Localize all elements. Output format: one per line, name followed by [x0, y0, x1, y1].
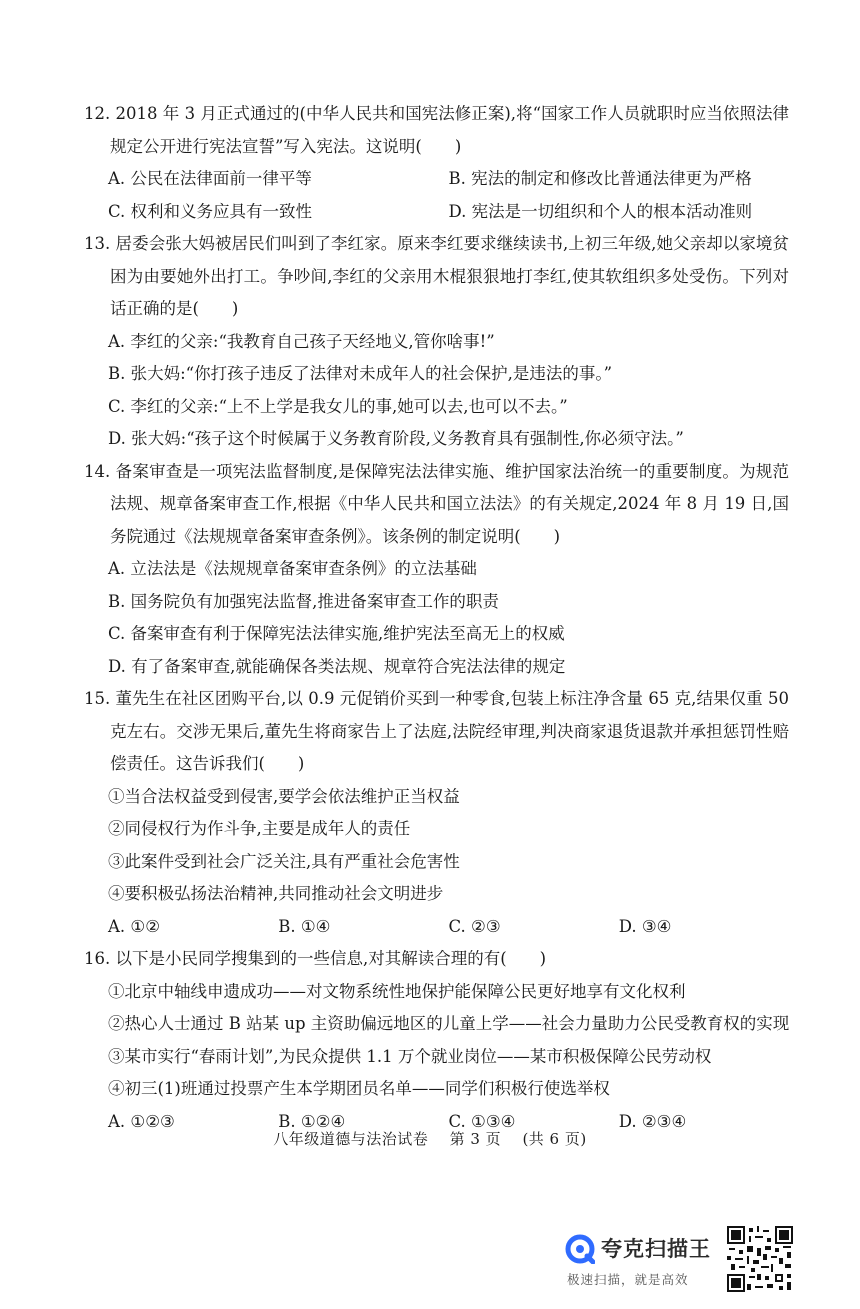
- option-d: D. 有了备案审查,就能确保各类法规、规章符合宪法法律的规定: [108, 656, 566, 676]
- statement-4: ④要积极弘扬法治精神,共同推动社会文明进步: [108, 884, 444, 903]
- question-stem: 15. 董先生在社区团购平台,以 0.9 元促销价买到一种零食,包装上标注净含量 65 克,结果仅重 50 克左右。交涉无果后,董先生将商家告上了法庭,法院经审理,判决商家退货退款并承担惩罚性赔偿责任。这告诉我们( ): [84, 689, 789, 773]
- option-d: D. 张大妈:“孩子这个时候属于义务教育阶段,义务教育具有强制性,你必须守法。”: [108, 429, 684, 448]
- option-d: D. 宪法是一切组织和个人的根本活动准则: [448, 201, 753, 221]
- statement-1: ①当合法权益受到侵害,要学会依法维护正当权益: [108, 786, 460, 806]
- qr-code-icon: [727, 1226, 793, 1292]
- brand-slogan: 极速扫描，就是高效: [567, 1272, 689, 1287]
- statement-1: ①北京中轴线申遗成功——对文物系统性地保护能保障公民更好地享有文化权利: [108, 981, 686, 1001]
- page-footer: [0, 1128, 860, 1149]
- question-16: [84, 943, 789, 1138]
- page-number: 第 3 页: [449, 1130, 502, 1148]
- scanner-watermark: [565, 1232, 725, 1292]
- option-a: A. 李红的父亲:“我教育自己孩子天经地义,管你啥事!”: [108, 331, 495, 351]
- statement-3: ③此案件受到社会广泛关注,具有严重社会危害性: [108, 851, 460, 871]
- statement-3: ③某市实行“春雨计划”,为民众提供 1.1 万个就业岗位——某市积极保障公民劳动权: [108, 1046, 712, 1066]
- exam-title: 八年级道德与法治试卷: [273, 1130, 429, 1148]
- question-stem: 16. 以下是小民同学搜集到的一些信息,对其解读合理的有( ): [84, 949, 547, 968]
- question-stem: 12. 2018 年 3 月正式通过的(中华人民共和国宪法修正案),将“国家工作人员就职时应当依照法律规定公开进行宪法宣誓”写入宪法。这说明( ): [84, 104, 789, 156]
- option-b: B. 宪法的制定和修改比普通法律更为严格: [448, 169, 752, 188]
- question-13: [84, 228, 789, 456]
- option-c: C. 备案审查有利于保障宪法法律实施,维护宪法至高无上的权威: [108, 624, 565, 643]
- option-b: B. 国务院负有加强宪法监督,推进备案审查工作的职责: [108, 591, 499, 611]
- choice-b: B. ①④: [278, 916, 331, 936]
- question-15: [84, 683, 789, 943]
- choice-c: C. ①③④: [448, 1111, 516, 1131]
- choice-d: D. ③④: [618, 916, 672, 936]
- question-stem: 14. 备案审查是一项宪法监督制度,是保障宪法法律实施、维护国家法治统一的重要制度。为规范法规、规章备案审查工作,根据《中华人民共和国立法法》的有关规定,2024 年 8 月 19 日,国务院通过《法规规章备案审查条例》。该条例的制定说明( ): [84, 461, 789, 546]
- question-stem: 13. 居委会张大妈被居民们叫到了李红家。原来李红要求继续读书,上初三年级,她父亲却以家境贫困为由要她外出打工。争吵间,李红的父亲用木棍狠狠地打李红,使其软组织多处受伤。下列对话正确的是( ): [84, 234, 789, 318]
- choice-c: C. ②③: [448, 916, 501, 936]
- option-a: A. 立法法是《法规规章备案审查条例》的立法基础: [108, 559, 477, 578]
- option-c: C. 李红的父亲:“上不上学是我女儿的事,她可以去,也可以不去。”: [108, 396, 568, 416]
- option-c: C. 权利和义务应具有一致性: [108, 201, 313, 221]
- choice-a: A. ①②: [108, 916, 160, 936]
- quark-logo-icon: [565, 1234, 595, 1264]
- option-a: A. 公民在法律面前一律平等: [108, 169, 312, 188]
- option-row: [84, 163, 789, 196]
- choice-d: D. ②③④: [618, 1111, 687, 1131]
- choice-a: A. ①②③: [108, 1111, 175, 1131]
- choice-row: [84, 911, 789, 944]
- choice-b: B. ①②④: [278, 1111, 346, 1131]
- statement-2: ②同侵权行为作斗争,主要是成年人的责任: [108, 819, 411, 838]
- statement-2: ②热心人士通过 B 站某 up 主资助偏远地区的儿童上学——社会力量助力公民受教育权的实现: [108, 1014, 790, 1033]
- option-b: B. 张大妈:“你打孩子违反了法律对未成年人的社会保护,是违法的事。”: [108, 364, 613, 383]
- option-row: [84, 196, 789, 229]
- question-list: [84, 98, 789, 1138]
- page-total: (共 6 页): [522, 1130, 587, 1148]
- question-12: [84, 98, 789, 228]
- brand-name: 夸克扫描王: [601, 1237, 711, 1261]
- question-14: [84, 456, 789, 684]
- statement-4: ④初三(1)班通过投票产生本学期团员名单——同学们积极行使选举权: [108, 1079, 610, 1098]
